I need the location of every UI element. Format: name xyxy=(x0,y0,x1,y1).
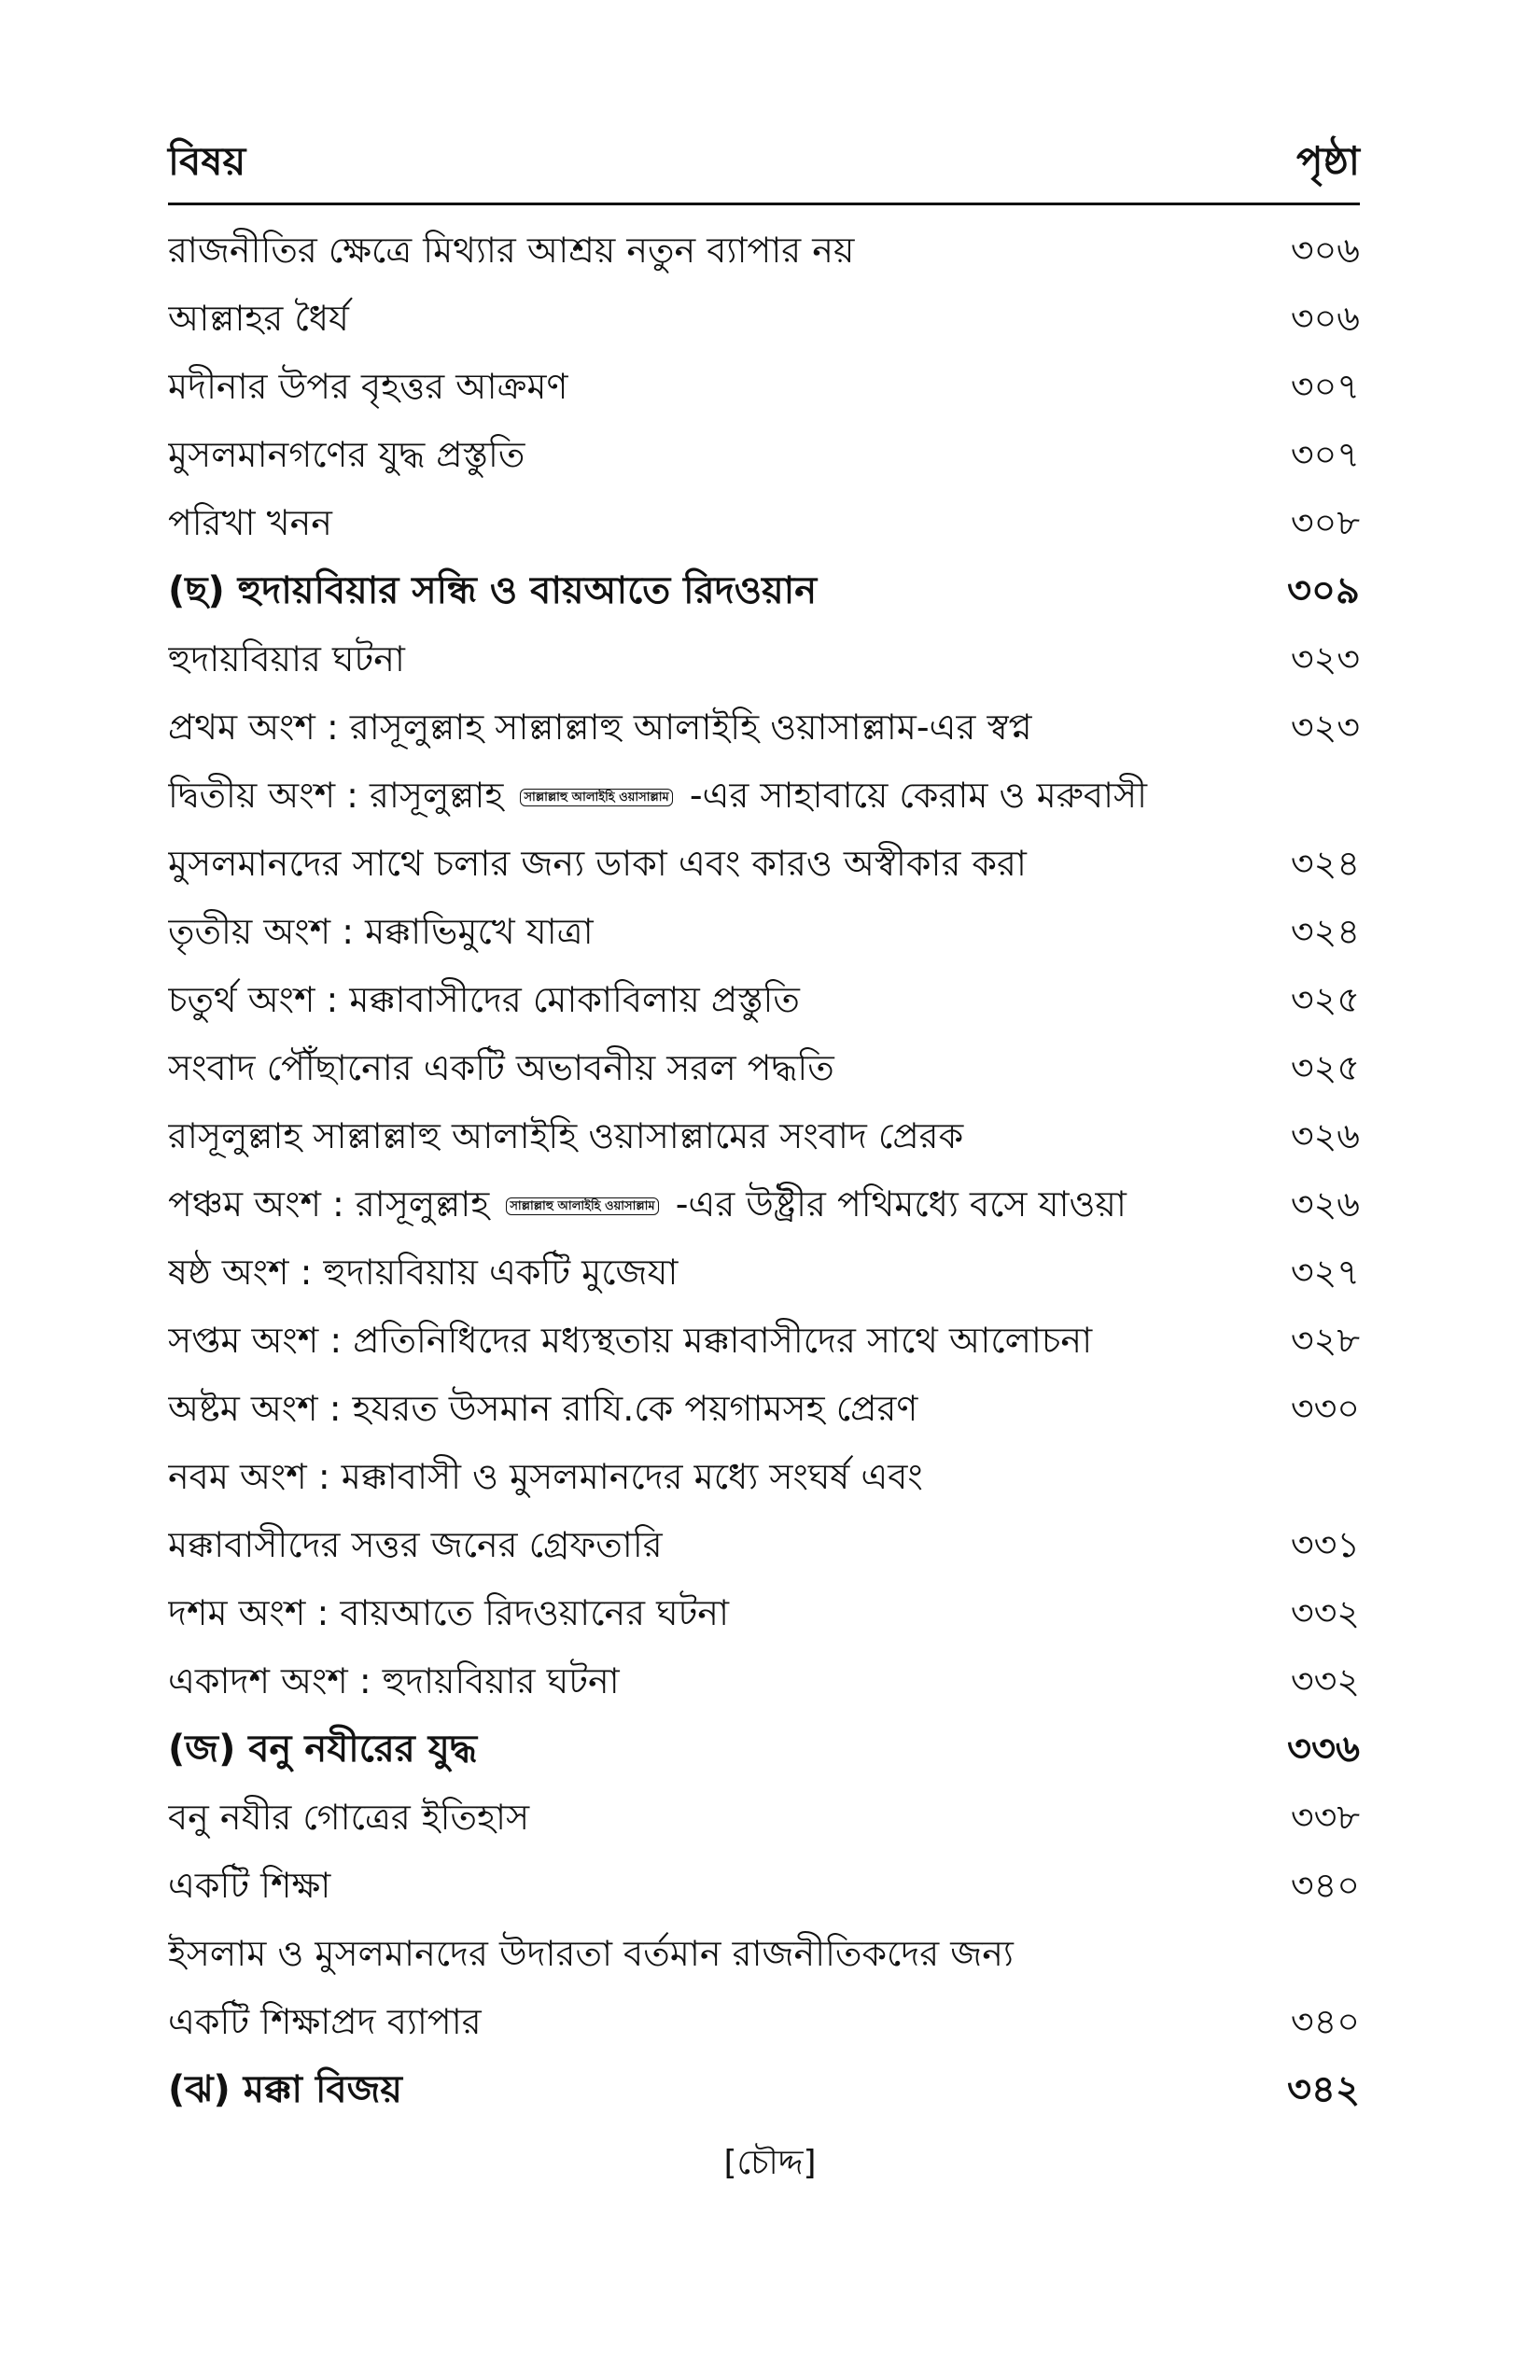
toc-entry xyxy=(168,693,1360,762)
toc-page xyxy=(168,121,1360,2124)
toc-entry xyxy=(168,1852,1360,1920)
entry-page: ৩২৪ xyxy=(1290,911,1360,952)
entry-title: নবম অংশ : মক্কাবাসী ও মুসলমানদের মধ্যে সংঘর্ষ এবং xyxy=(168,1456,923,1497)
entry-page: ৩৪০ xyxy=(1290,2001,1360,2042)
page-number-footer: [চৌদ্দ] xyxy=(723,2144,817,2182)
entry-page: ৩৩০ xyxy=(1290,1388,1360,1429)
entry-title: (জ) বনু নযীরের যুদ্ধ xyxy=(168,1728,478,1771)
entry-page: ৩০৬ xyxy=(1290,230,1360,271)
toc-list xyxy=(168,217,1360,2124)
entry-title-after: -এর সাহাবায়ে কেরাম ও মরুবাসী xyxy=(689,775,1147,816)
toc-entry xyxy=(168,421,1360,489)
entry-page: ৩০৯ xyxy=(1287,569,1360,612)
entry-title xyxy=(168,762,1360,830)
entry-title: (ঝ) মক্কা বিজয় xyxy=(168,2068,402,2111)
entry-title: প্রথম অংশ : রাসূলুল্লাহ সাল্লাল্লাহু আলাইহি ওয়াসাল্লাম-এর স্বপ্ন xyxy=(168,707,1032,748)
entry-title: চতুর্থ অংশ : মক্কাবাসীদের মোকাবিলায় প্রস্তুতি xyxy=(168,979,800,1020)
toc-entry xyxy=(168,1034,1360,1102)
entry-title: মদীনার উপর বৃহত্তর আক্রমণ xyxy=(168,366,568,407)
entry-page: ৩২৪ xyxy=(1290,843,1360,884)
entry-title: (ছ) হুদায়বিয়ার সন্ধি ও বায়আতে রিদওয়ান xyxy=(168,569,818,612)
entry-title: রাসূলুল্লাহ সাল্লাল্লাহু আলাইহি ওয়াসাল্লামের সংবাদ প্রেরক xyxy=(168,1115,964,1156)
entry-page: ৩০৭ xyxy=(1290,434,1360,475)
salawat-glyph-icon: সাল্লাল্লাহু আলাইহি ওয়াসাল্লাম xyxy=(506,1197,658,1215)
entry-title: ইসলাম ও মুসলমানদের উদারতা বর্তমান রাজনীতিকদের জন্য xyxy=(168,1933,1014,1974)
entry-page: ৩২৩ xyxy=(1290,707,1360,748)
entry-title: একটি শিক্ষাপ্রদ ব্যাপার xyxy=(168,2001,482,2042)
entry-title-before: দ্বিতীয় অংশ : রাসূলুল্লাহ xyxy=(168,775,504,816)
toc-entry xyxy=(168,625,1360,693)
entry-page: ৩২৩ xyxy=(1290,638,1360,679)
toc-entry xyxy=(168,1579,1360,1647)
toc-entry xyxy=(168,1239,1360,1307)
toc-entry-line-one xyxy=(168,1920,1360,1988)
toc-entry xyxy=(168,1784,1360,1852)
subject-heading: বিষয় xyxy=(168,138,246,184)
toc-entry xyxy=(168,217,1360,285)
toc-entry xyxy=(168,898,1360,966)
entry-title: হুদায়বিয়ার ঘটনা xyxy=(168,638,405,679)
toc-section-heading xyxy=(168,557,1360,625)
toc-entry-line-two xyxy=(168,1988,1360,2056)
entry-page: ৩৩৮ xyxy=(1290,1797,1360,1838)
toc-entry xyxy=(168,353,1360,421)
entry-title: বনু নযীর গোত্রের ইতিহাস xyxy=(168,1797,530,1838)
entry-title: মক্কাবাসীদের সত্তর জনের গ্রেফতারি xyxy=(168,1524,663,1565)
toc-entry xyxy=(168,1307,1360,1375)
toc-entry-line-two xyxy=(168,830,1360,898)
entry-title: তৃতীয় অংশ : মক্কাভিমুখে যাত্রা xyxy=(168,911,594,952)
entry-title: একটি শিক্ষা xyxy=(168,1865,331,1906)
toc-entry xyxy=(168,1170,1360,1239)
entry-title: দশম অংশ : বায়আতে রিদওয়ানের ঘটনা xyxy=(168,1592,729,1633)
entry-page: ৩৩২ xyxy=(1290,1592,1360,1633)
entry-page: ৩০৮ xyxy=(1290,502,1360,543)
entry-title xyxy=(168,1170,1257,1239)
entry-page: ৩৩১ xyxy=(1290,1524,1360,1565)
toc-section-heading xyxy=(168,2056,1360,2124)
entry-title: রাজনীতির ক্ষেত্রে মিথ্যার আশ্রয় নতুন ব্যাপার নয় xyxy=(168,230,855,271)
entry-page: ৩২৮ xyxy=(1290,1320,1360,1361)
entry-title: আল্লাহর ধৈর্য xyxy=(168,298,349,339)
entry-title: একাদশ অংশ : হুদায়বিয়ার ঘটনা xyxy=(168,1660,620,1701)
salawat-glyph-icon: সাল্লাল্লাহু আলাইহি ওয়াসাল্লাম xyxy=(520,789,672,806)
entry-page: ৩২৫ xyxy=(1290,979,1360,1020)
entry-page: ৩২৬ xyxy=(1290,1183,1360,1225)
toc-entry-line-one xyxy=(168,1443,1360,1511)
toc-entry xyxy=(168,1647,1360,1715)
toc-entry xyxy=(168,285,1360,353)
entry-page: ৩২৭ xyxy=(1290,1252,1360,1293)
toc-entry xyxy=(168,1102,1360,1170)
entry-page: ৩২৫ xyxy=(1290,1047,1360,1088)
toc-entry xyxy=(168,1375,1360,1443)
toc-section-heading xyxy=(168,1715,1360,1784)
entry-title-before: পঞ্চম অংশ : রাসূলুল্লাহ xyxy=(168,1183,490,1225)
entry-page: ৩০৬ xyxy=(1290,298,1360,339)
entry-title: পরিখা খনন xyxy=(168,502,332,543)
entry-title: অষ্টম অংশ : হযরত উসমান রাযি.কে পয়গামসহ প্রেরণ xyxy=(168,1388,918,1429)
page-heading: পৃষ্ঠা xyxy=(1295,138,1360,184)
entry-title-after: -এর উষ্ট্রীর পথিমধ্যে বসে যাওয়া xyxy=(675,1183,1127,1225)
entry-title: সপ্তম অংশ : প্রতিনিধিদের মধ্যস্থতায় মক্কাবাসীদের সাথে আলোচনা xyxy=(168,1320,1093,1361)
toc-entry-line-two xyxy=(168,1511,1360,1579)
entry-page: ৩০৭ xyxy=(1290,366,1360,407)
entry-page: ৩৩৬ xyxy=(1286,1728,1360,1771)
entry-title: মুসলমানদের সাথে চলার জন্য ডাকা এবং কারও অস্বীকার করা xyxy=(168,843,1027,884)
entry-title: মুসলমানগণের যুদ্ধ প্রস্তুতি xyxy=(168,434,525,475)
entry-page: ৩৩২ xyxy=(1290,1660,1360,1701)
entry-title: ষষ্ঠ অংশ : হুদায়বিয়ায় একটি মুজেযা xyxy=(168,1252,679,1293)
toc-entry xyxy=(168,489,1360,557)
toc-header xyxy=(168,121,1360,205)
entry-title: সংবাদ পৌঁছানোর একটি অভাবনীয় সরল পদ্ধতি xyxy=(168,1047,834,1088)
entry-page: ৩৪২ xyxy=(1287,2068,1360,2111)
entry-page: ৩৪০ xyxy=(1290,1865,1360,1906)
entry-page: ৩২৬ xyxy=(1290,1115,1360,1156)
toc-entry-line-one xyxy=(168,762,1360,830)
toc-entry xyxy=(168,966,1360,1034)
